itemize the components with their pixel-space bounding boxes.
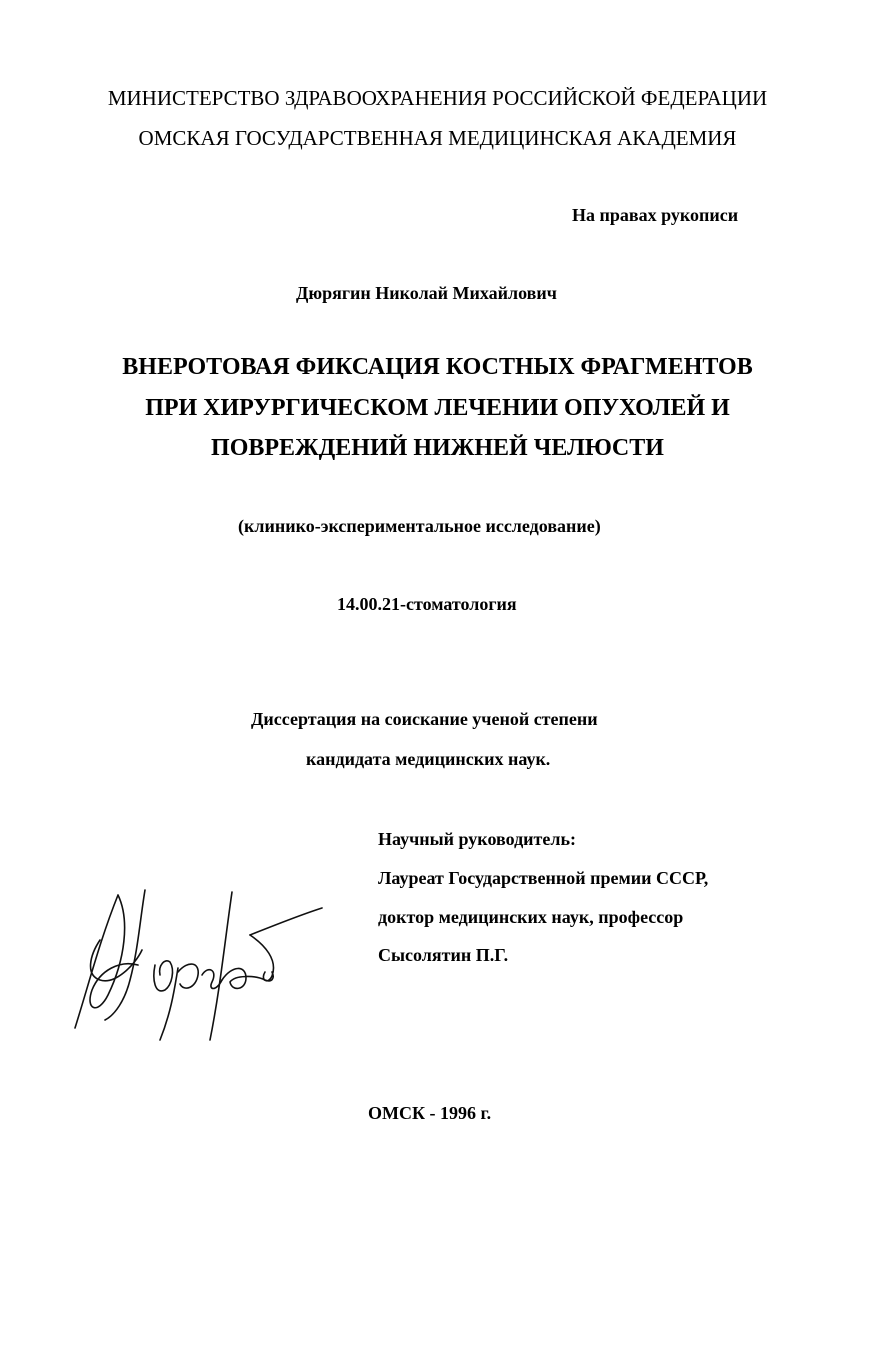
supervisor-name: Сысолятин П.Г. [378,945,509,965]
supervisor-title-line-2: доктор медицинских наук, профессор [378,907,684,927]
city-year: ОМСК - 1996 г. [368,1103,492,1123]
dissertation-line-2: кандидата медицинских наук. [306,749,551,769]
academy-name: ОМСКАЯ ГОСУДАРСТВЕННАЯ МЕДИЦИНСКАЯ АКАДЕМИЯ [138,126,737,150]
title-line-3: ПОВРЕЖДЕНИЙ НИЖНЕЙ ЧЕЛЮСТИ [211,435,664,461]
title-line-2: ПРИ ХИРУРГИЧЕСКОМ ЛЕЧЕНИИ ОПУХОЛЕЙ И [145,395,730,421]
rights-note: На правах рукописи [572,205,739,225]
supervisor-heading: Научный руководитель: [378,829,576,849]
author-name: Дюрягин Николай Михайлович [296,283,557,303]
ministry-name: МИНИСТЕРСТВО ЗДРАВООХРАНЕНИЯ РОССИЙСКОЙ ФЕДЕРАЦИИ [107,86,768,110]
handwritten-signature [60,880,330,1050]
dissertation-line-1: Диссертация на соискание ученой степени [251,709,598,729]
subtitle: (клинико-экспериментальное исследование) [238,516,601,536]
supervisor-title-line-1: Лауреат Государственной премии СССР, [378,868,709,888]
title-line-1: ВНЕРОТОВАЯ ФИКСАЦИЯ КОСТНЫХ ФРАГМЕНТОВ [122,354,753,380]
specialty-code: 14.00.21-стоматология [337,594,517,614]
